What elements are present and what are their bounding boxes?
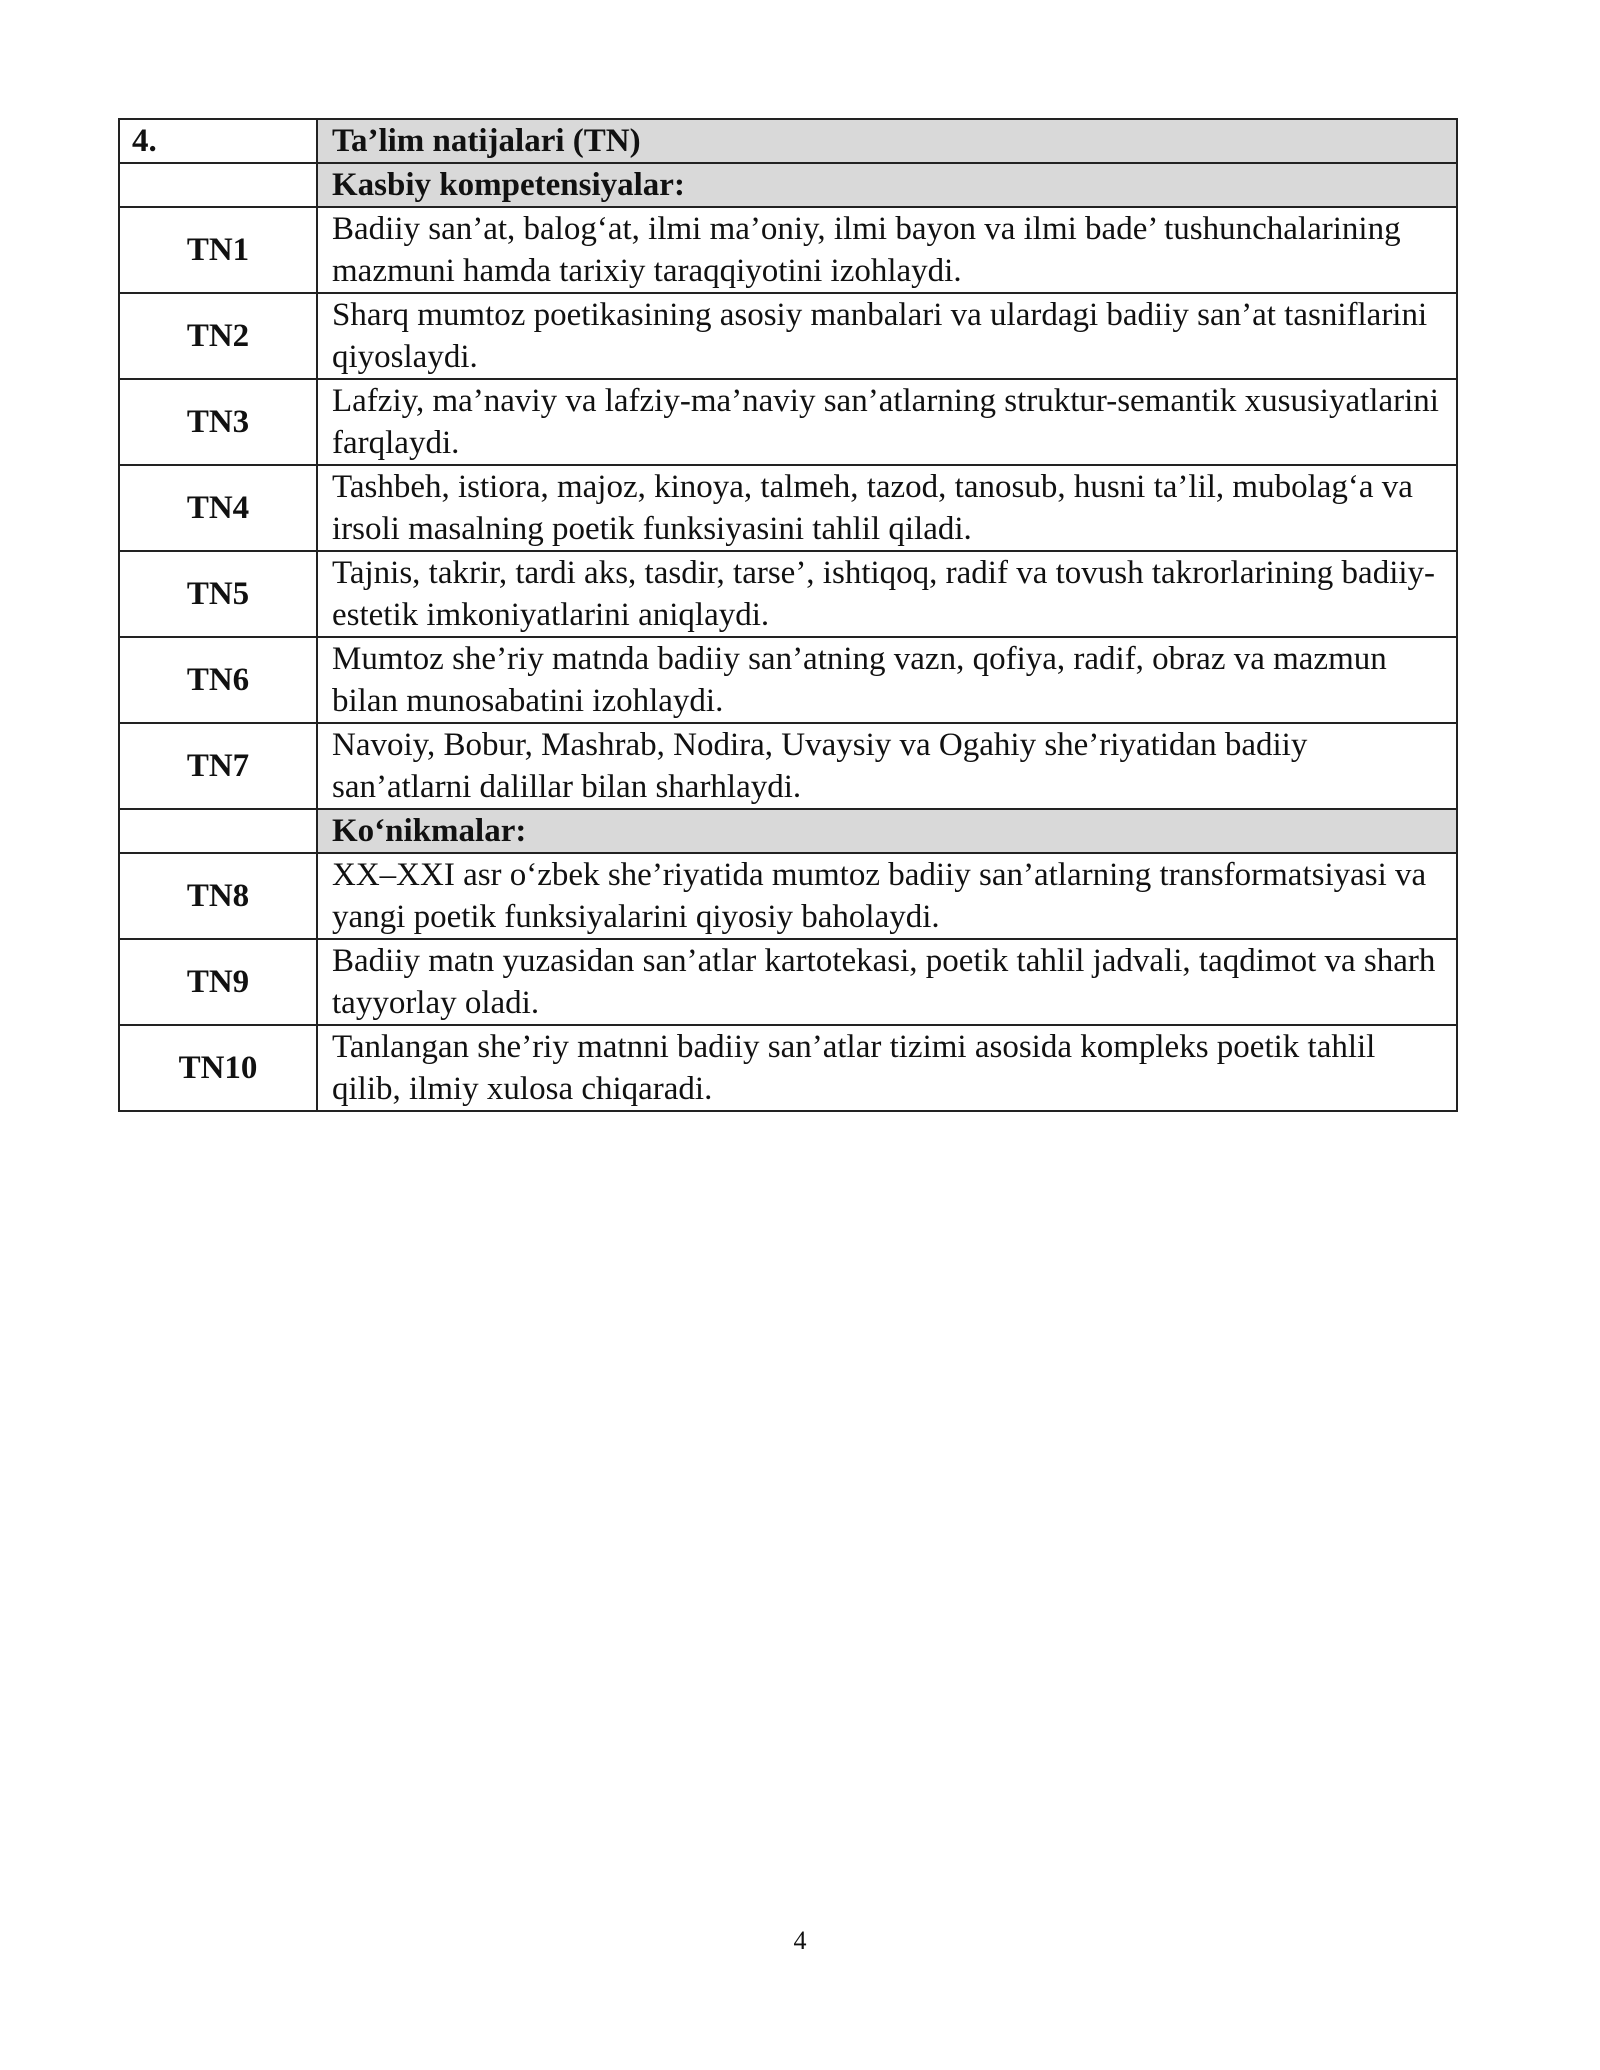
table-row [119, 1025, 1457, 1111]
outcome-code: TN7 [119, 723, 317, 809]
outcome-description: Badiiy matn yuzasidan san’atlar kartotekasi, poetik tahlil jadvali, taqdimot va sharh tayyorlay oladi. [317, 939, 1457, 1025]
table-row [119, 723, 1457, 809]
outcome-description: Sharq mumtoz poetikasining asosiy manbalari va ulardagi badiiy san’at tasniflarini qiyoslaydi. [317, 293, 1457, 379]
section-row-skills [119, 809, 1457, 853]
outcome-code: TN1 [119, 207, 317, 293]
page-number: 4 [793, 1926, 807, 1955]
outcome-code: TN9 [119, 939, 317, 1025]
outcome-description: Badiiy san’at, balog‘at, ilmi ma’oniy, ilmi bayon va ilmi bade’ tushunchalarining mazmuni hamda tarixiy taraqqiyotini izohlaydi. [317, 207, 1457, 293]
outcome-description: Mumtoz she’riy matnda badiiy san’atning vazn, qofiya, radif, obraz va mazmun bilan munosabatini izohlaydi. [317, 637, 1457, 723]
section-number: 4. [119, 119, 317, 163]
table-row [119, 293, 1457, 379]
outcome-description: Tanlangan she’riy matnni badiiy san’atlar tizimi asosida kompleks poetik tahlil qilib, ilmiy xulosa chiqaradi. [317, 1025, 1457, 1111]
section-title: Ko‘nikmalar: [317, 809, 1457, 853]
table-header-row [119, 119, 1457, 163]
section-title: Kasbiy kompetensiyalar: [317, 163, 1457, 207]
table-row [119, 207, 1457, 293]
outcome-code: TN8 [119, 853, 317, 939]
outcome-code: TN6 [119, 637, 317, 723]
section-empty-cell [119, 163, 317, 207]
outcome-code: TN4 [119, 465, 317, 551]
table-heading: Ta’lim natijalari (TN) [317, 119, 1457, 163]
table-row [119, 465, 1457, 551]
section-empty-cell [119, 809, 317, 853]
table-row [119, 379, 1457, 465]
outcome-code: TN10 [119, 1025, 317, 1111]
outcome-code: TN2 [119, 293, 317, 379]
outcome-description: XX–XXI asr o‘zbek she’riyatida mumtoz badiiy san’atlarning transformatsiyasi va yangi poetik funksiyalarini qiyosiy baholaydi. [317, 853, 1457, 939]
outcome-description: Navoiy, Bobur, Mashrab, Nodira, Uvaysiy va Ogahiy she’riyatidan badiiy san’atlarni dalillar bilan sharhlaydi. [317, 723, 1457, 809]
table-row [119, 939, 1457, 1025]
outcome-description: Lafziy, ma’naviy va lafziy-ma’naviy san’atlarning struktur-semantik xususiyatlarini farqlaydi. [317, 379, 1457, 465]
outcome-code: TN3 [119, 379, 317, 465]
outcome-description: Tashbeh, istiora, majoz, kinoya, talmeh, tazod, tanosub, husni ta’lil, mubolag‘a va irsoli masalning poetik funksiyasini tahlil qiladi. [317, 465, 1457, 551]
outcome-code: TN5 [119, 551, 317, 637]
table-row [119, 637, 1457, 723]
learning-outcomes-table [118, 118, 1458, 1112]
outcome-description: Tajnis, takrir, tardi aks, tasdir, tarse’, ishtiqoq, radif va tovush takrorlarining badiiy-estetik imkoniyatlarini aniqlaydi. [317, 551, 1457, 637]
table-row [119, 853, 1457, 939]
section-row-professional-competencies [119, 163, 1457, 207]
table-row [119, 551, 1457, 637]
